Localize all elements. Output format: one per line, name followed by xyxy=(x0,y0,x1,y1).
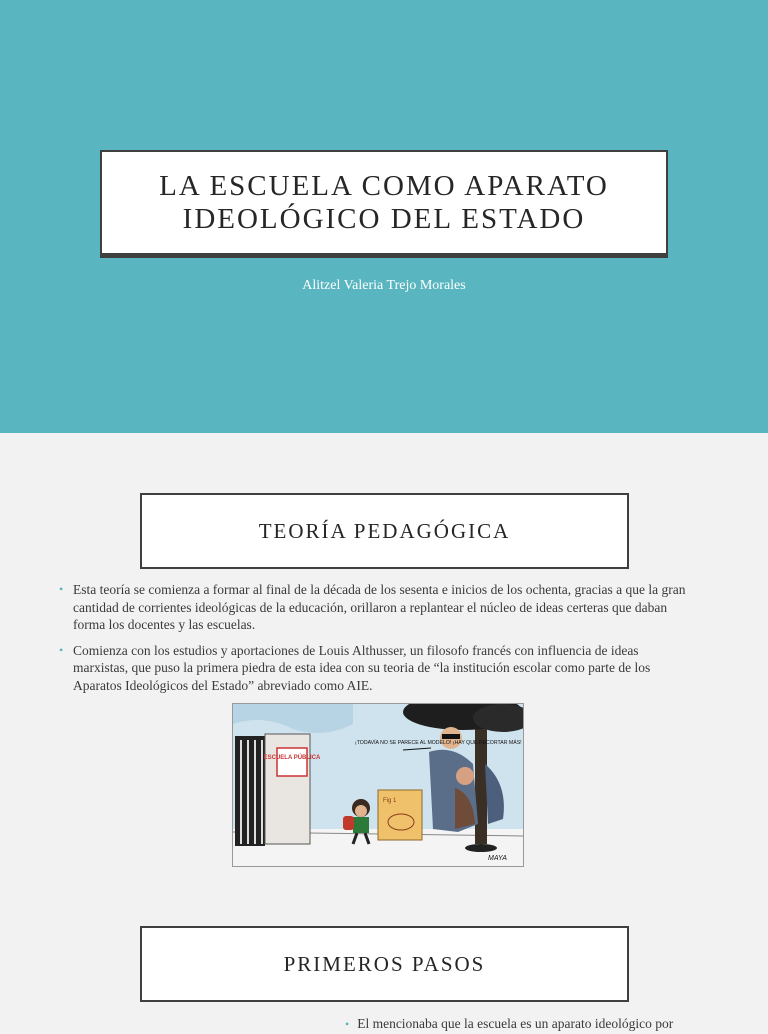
title-line-1: LA ESCUELA COMO APARATO xyxy=(159,169,609,202)
section-heading: PRIMEROS PASOS xyxy=(283,951,486,976)
title-box xyxy=(100,150,668,255)
bullet-list xyxy=(56,581,696,702)
bullet-item: • Comienza con los estudios y aportaciones de Louis Althusser, un filosofo francés con influencia de ideas marxistas, que puso la primera piedra de esta idea con su teoria de “la institución escolar como parte de los Aparatos Ideológicos del Estado” abreviado como AIE. xyxy=(56,642,696,695)
section-heading-box xyxy=(140,926,629,1002)
section-heading: TEORÍA PEDAGÓGICA xyxy=(258,518,511,543)
bullet-item: • Esta teoría se comienza a formar al final de la década de los sesenta e inicios de los ochenta, gracias a que la gran cantidad de corrientes ideológicas de la educación, orillaron a replantear el núcleo de ideas certeras que daban forma los docentes y las escuelas. xyxy=(56,581,696,634)
bullet-marker: • xyxy=(345,1017,350,1031)
author-subtitle: Alitzel Valeria Trejo Morales xyxy=(302,278,466,293)
bullet-item xyxy=(345,1015,765,1034)
title-slide xyxy=(0,0,768,433)
editorial-cartoon xyxy=(232,703,524,867)
cartoon-illustration xyxy=(233,704,523,866)
section-heading-box xyxy=(140,493,629,569)
bullet-text: El mencionaba que la escuela es un aparato ideológico por xyxy=(357,1016,674,1031)
cartoon-speech-text: ¡TODAVÍA NO SE PARECE AL MODELO! ¡HAY QUE RECORTAR MÁS! xyxy=(355,740,522,746)
cartoon-paper-text: Fig 1 xyxy=(383,798,397,804)
cartoon-sign-text: ESCUELA PÚBLICA xyxy=(263,755,321,761)
content-slide xyxy=(0,433,768,1031)
title-line-2: IDEOLÓGICO DEL ESTADO xyxy=(182,202,586,235)
presentation-title xyxy=(159,170,609,236)
cartoon-signature: MAYA xyxy=(488,855,507,862)
